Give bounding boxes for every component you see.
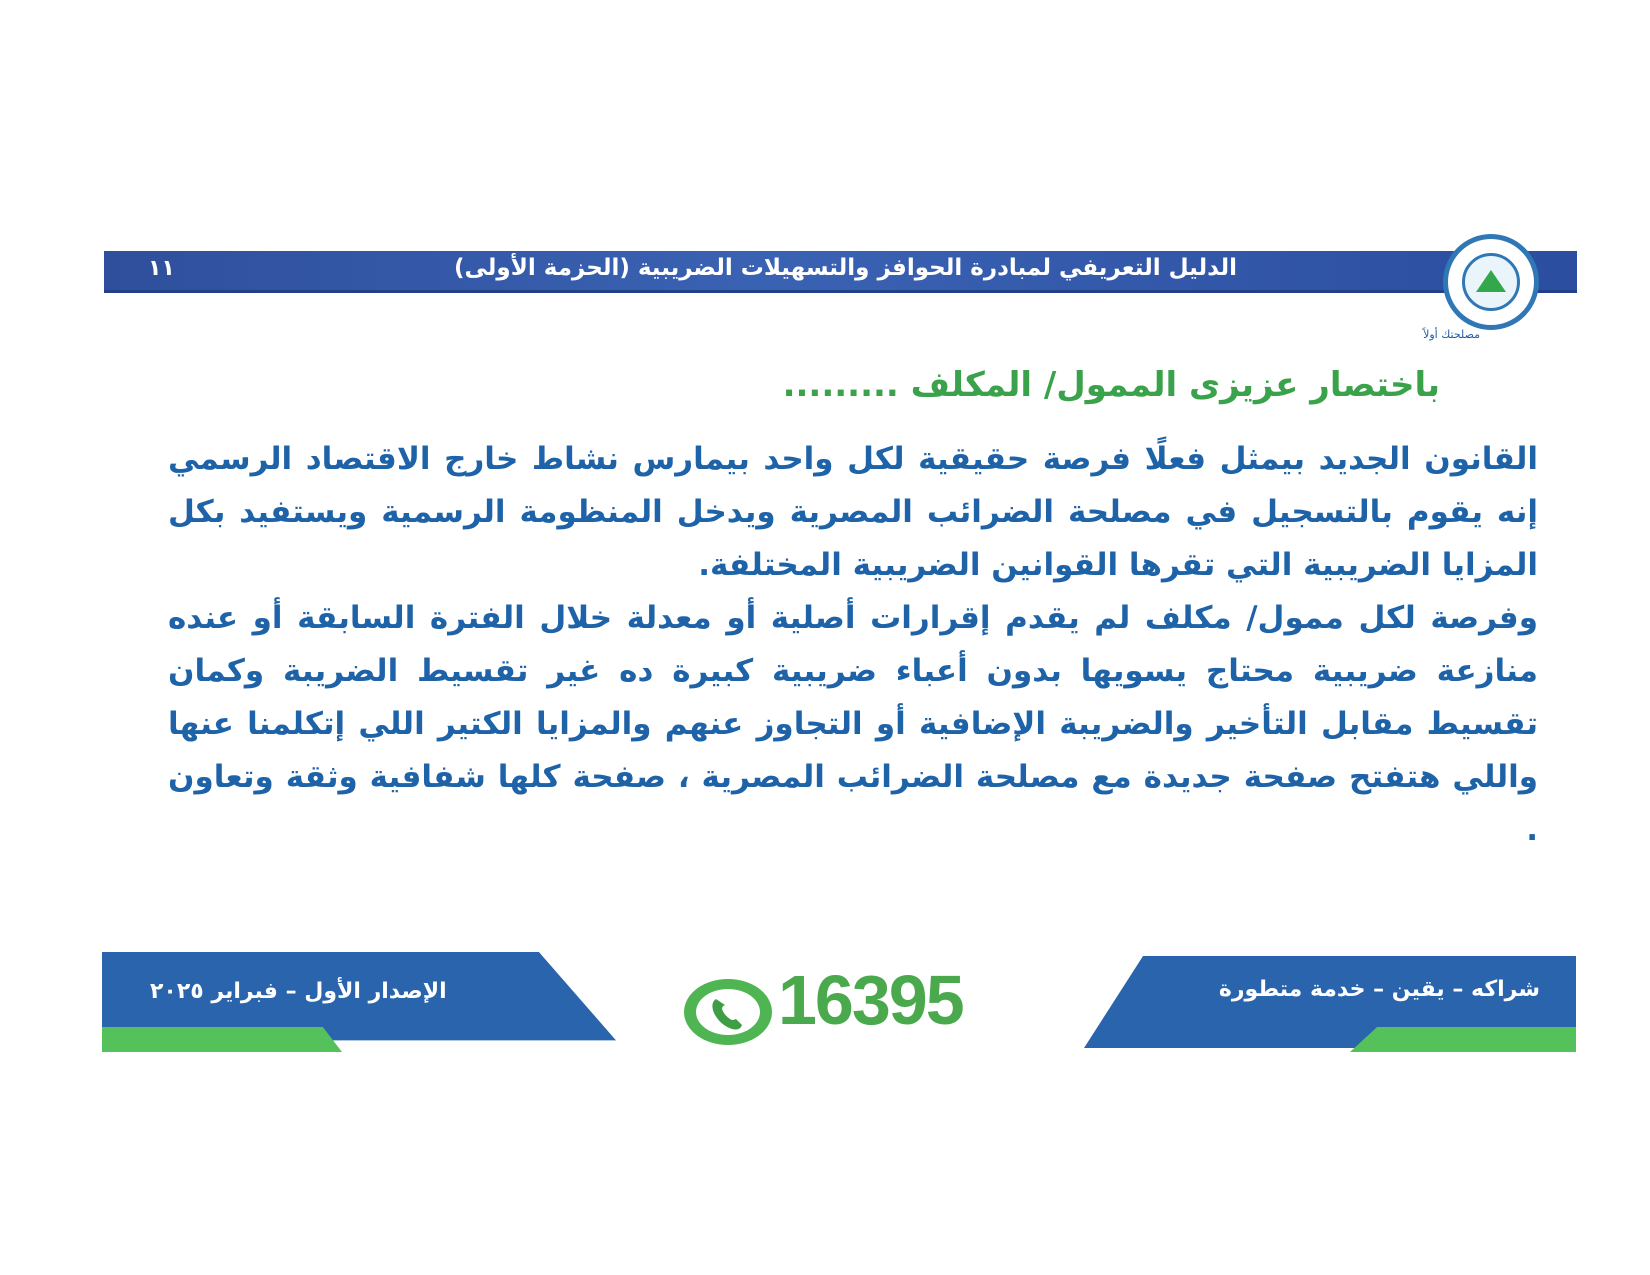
document-title: الدليل التعريفي لمبادرة الحوافز والتسهيلات الضريبية (الحزمة الأولى) — [454, 255, 1237, 281]
logo-emblem — [1462, 253, 1520, 311]
paragraph: وفرصة لكل ممول/ مكلف لم يقدم إقرارات أصلية أو معدلة خلال الفترة السابقة أو عنده منازعة ضريبية محتاج يسويها بدون أعباء ضريبية كبيرة ده غير تقسيط الضريبة وكمان تقسيط مقابل التأخير والضريبة الإضافية أو التجاوز عنهم والمزايا الكتير اللي إتكلمنا عنها واللي هتفتح صفحة جديدة مع مصلحة الضرائب المصرية ، صفحة كلها شفافية وثقة وتعاون . — [168, 600, 1538, 848]
paragraph: القانون الجديد بيمثل فعلًا فرصة حقيقية لكل واحد بيمارس نشاط خارج الاقتصاد الرسمي إنه يقوم بالتسجيل في مصلحة الضرائب المصرية ويدخل المنظومة الرسمية ويستفيد بكل المزايا الضريبية التي تقرها القوانين الضريبية المختلفة. — [168, 441, 1538, 583]
logo-tagline: مصلحتك أولاً — [1423, 328, 1480, 341]
footer-accent-stripe — [1350, 1027, 1576, 1052]
tax-authority-logo — [1443, 234, 1539, 330]
footer-accent-stripe — [102, 1027, 342, 1052]
section-heading: باختصار عزيزى الممول/ المكلف ......... — [782, 365, 1440, 405]
edition-label: الإصدار الأول – فبراير ٢٠٢٥ — [150, 979, 447, 1004]
page-number: ١١ — [148, 256, 175, 281]
pyramid-icon — [1476, 270, 1506, 292]
hotline-number: 16395 — [778, 961, 963, 1039]
slogan-label: شراكه – يقين – خدمة متطورة — [1218, 977, 1540, 1002]
body-text — [168, 433, 1538, 857]
header-bar — [104, 251, 1577, 293]
phone-icon — [680, 975, 776, 1049]
